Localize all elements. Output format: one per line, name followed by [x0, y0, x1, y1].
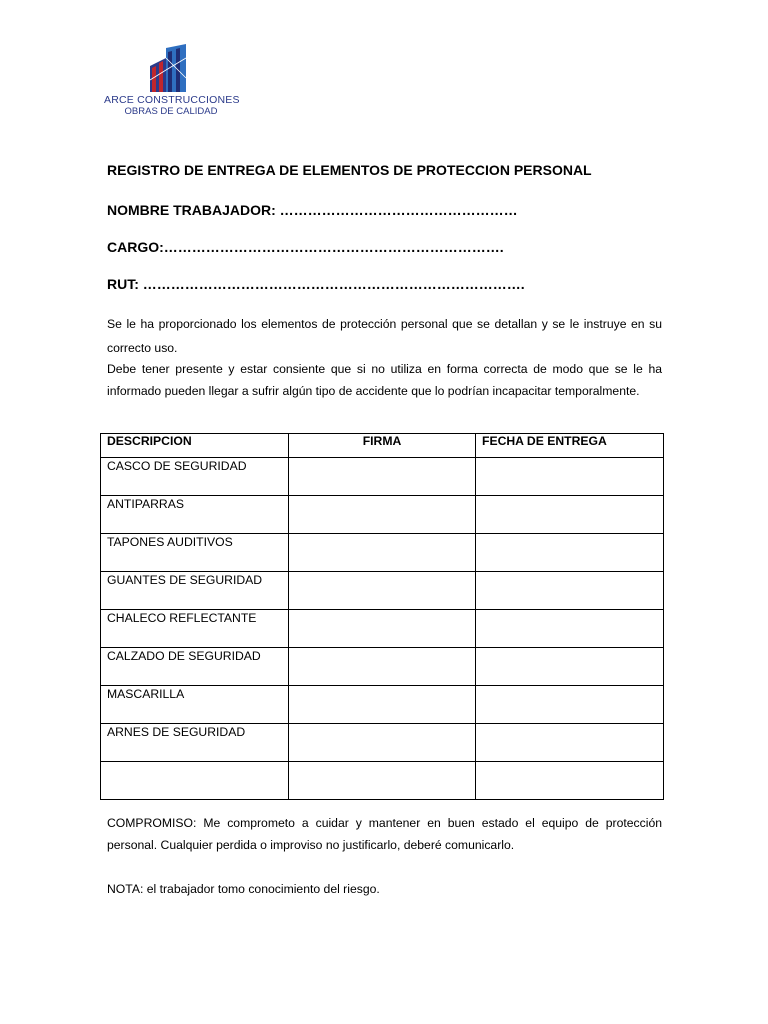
rut-field: RUT: ………………………………………………………………………. [107, 276, 525, 292]
warning-paragraph: Debe tener presente y estar consiente que si no utiliza en forma correcta de modo que se le ha informado pueden llegar a sufrir algún tipo de accidente que lo podrían incapacitar temporalmente. [107, 362, 662, 398]
cell-firma [289, 724, 476, 762]
cell-fecha [476, 648, 664, 686]
cell-fecha [476, 496, 664, 534]
cell-firma [289, 534, 476, 572]
compromiso-paragraph: COMPROMISO: Me comprometo a cuidar y mantener en buen estado el equipo de protección personal. Cualquier perdida o improviso no justificarlo, deberé comunicarlo. [107, 816, 662, 852]
cell-firma [289, 686, 476, 724]
cell-firma [289, 610, 476, 648]
cell-descripcion: MASCARILLA [101, 686, 289, 724]
cell-descripcion [101, 762, 289, 800]
company-name: ARCE CONSTRUCCIONES [104, 94, 240, 106]
company-tagline: OBRAS DE CALIDAD [124, 106, 218, 117]
table-row [101, 572, 664, 610]
table-row [101, 648, 664, 686]
table-row [101, 686, 664, 724]
intro-paragraph: Se le ha proporcionado los elementos de protección personal que se detallan y se le instruye en su correcto uso. [107, 317, 662, 355]
cell-fecha [476, 724, 664, 762]
cell-fecha [476, 572, 664, 610]
building-logo-icon [146, 44, 194, 94]
cell-fecha [476, 534, 664, 572]
epp-delivery-table [100, 433, 664, 800]
cell-fecha [476, 458, 664, 496]
cell-descripcion: CALZADO DE SEGURIDAD [101, 648, 289, 686]
cell-descripcion: ARNES DE SEGURIDAD [101, 724, 289, 762]
cell-firma [289, 458, 476, 496]
table-row [101, 610, 664, 648]
table-row [101, 724, 664, 762]
cell-fecha [476, 686, 664, 724]
cell-descripcion: CASCO DE SEGURIDAD [101, 458, 289, 496]
cell-descripcion: GUANTES DE SEGURIDAD [101, 572, 289, 610]
document-title: REGISTRO DE ENTREGA DE ELEMENTOS DE PROTECCION PERSONAL [107, 162, 592, 178]
cell-firma [289, 496, 476, 534]
header-descripcion: DESCRIPCION [101, 434, 289, 458]
cell-descripcion: CHALECO REFLECTANTE [101, 610, 289, 648]
table-row [101, 458, 664, 496]
company-logo [104, 44, 238, 120]
cell-firma [289, 648, 476, 686]
table-row [101, 496, 664, 534]
nombre-trabajador-field: NOMBRE TRABAJADOR: …………………………………………… [107, 202, 518, 218]
cell-firma [289, 572, 476, 610]
table-header-row [101, 434, 664, 458]
cell-fecha [476, 610, 664, 648]
cell-fecha [476, 762, 664, 800]
header-fecha-entrega: FECHA DE ENTREGA [476, 434, 664, 458]
table-row [101, 762, 664, 800]
header-firma: FIRMA [289, 434, 476, 458]
cell-firma [289, 762, 476, 800]
cell-descripcion: TAPONES AUDITIVOS [101, 534, 289, 572]
table-row [101, 534, 664, 572]
cargo-field: CARGO:………………………………………………………………. [107, 239, 504, 255]
cell-descripcion: ANTIPARRAS [101, 496, 289, 534]
nota-paragraph: NOTA: el trabajador tomo conocimiento del riesgo. [107, 882, 380, 896]
